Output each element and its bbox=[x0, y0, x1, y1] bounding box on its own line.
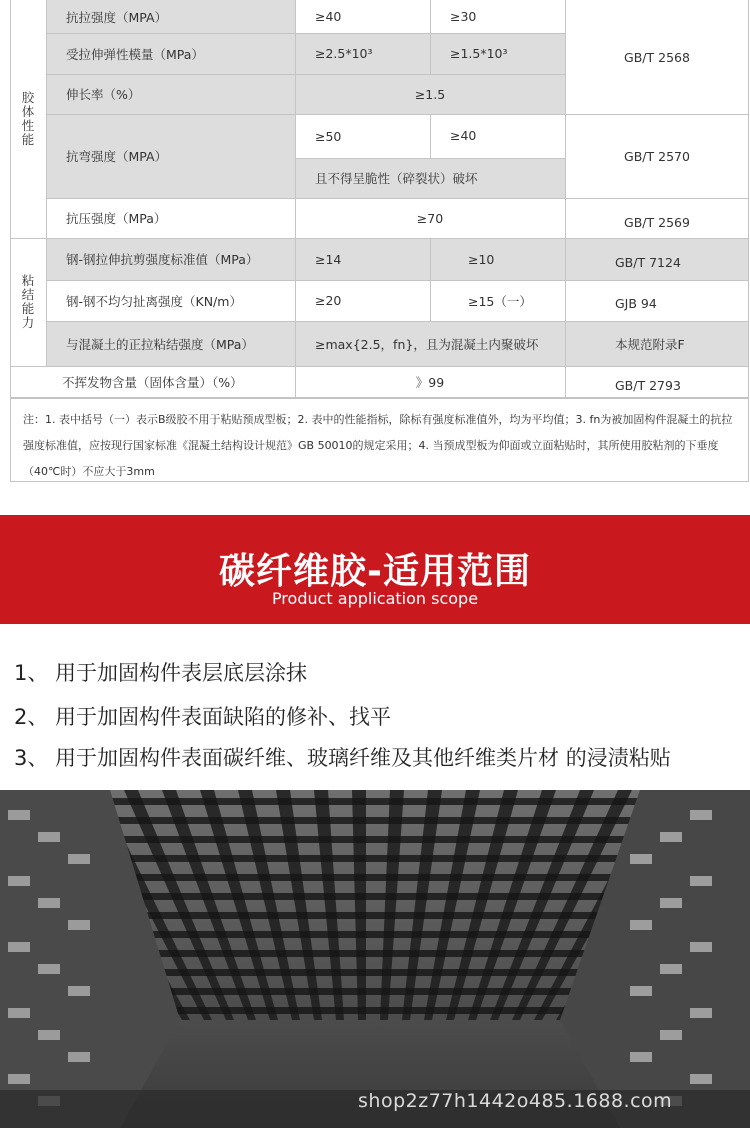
table-note: 注：1. 表中括号（一）表示B级胶不用于粘贴预成型板；2. 表中的性能指标，除标有强度标准值外，均为平均值；3. fn为被加固构件混凝土的抗拉强度标准值，应按现行国家标准《混凝土结构设计规范》GB 50010的规定采用；4. 当预成型板为仰面或立面粘贴时，其所使用胶粘剂的下垂度（40℃时）不应大于3mm bbox=[10, 398, 749, 482]
construction-photo bbox=[0, 790, 750, 1128]
row-nonvolatile-value: 》99 bbox=[295, 366, 565, 398]
spec-table bbox=[10, 0, 749, 393]
row-tensile-strength-label: 抗拉强度（MPA） bbox=[46, 0, 295, 33]
row-elongation-value: ≥1.5 bbox=[295, 74, 565, 114]
row-nonvolatile-label: 不挥发物含量（固体含量）（%） bbox=[10, 366, 295, 398]
group-bond-label bbox=[10, 238, 46, 366]
row-shear-label: 钢-钢拉伸抗剪强度标准值（MPa） bbox=[46, 238, 295, 280]
section-banner bbox=[0, 515, 750, 624]
row-peel-b: ≥15（一） bbox=[430, 280, 565, 321]
row-tensile-modulus-b: ≥1.5*10³ bbox=[430, 33, 565, 74]
carbon-fiber-ceiling-illustration bbox=[0, 790, 750, 1128]
row-flexural-a: ≥50 bbox=[295, 114, 430, 158]
std-gbt2568: GB/T 2568 bbox=[565, 0, 749, 114]
row-concrete-value: ≥max{2.5，fn}，且为混凝土内聚破坏 bbox=[295, 321, 565, 366]
row-concrete-label: 与混凝土的正拉粘结强度（MPa） bbox=[46, 321, 295, 366]
std-gbt2793: GB/T 2793 bbox=[565, 366, 749, 398]
row-shear-b: ≥10 bbox=[430, 238, 565, 280]
row-tensile-modulus-label: 受拉伸弹性模量（MPa） bbox=[46, 33, 295, 74]
row-tensile-modulus-a: ≥2.5*10³ bbox=[295, 33, 430, 74]
row-shear-a: ≥14 bbox=[295, 238, 430, 280]
watermark: shop2z77h1442o485.1688.com bbox=[358, 1090, 673, 1112]
row-compressive-value: ≥70 bbox=[295, 198, 565, 238]
std-gbt7124: GB/T 7124 bbox=[565, 238, 749, 280]
std-gbt2570: GB/T 2570 bbox=[565, 114, 749, 198]
std-gjb94: GJB 94 bbox=[565, 280, 749, 321]
row-flexural-b: ≥40 bbox=[430, 114, 565, 158]
banner-title: 碳纤维胶-适用范围 bbox=[219, 551, 531, 592]
row-peel-label: 钢-钢不均匀扯离强度（KN/m） bbox=[46, 280, 295, 321]
row-tensile-strength-a: ≥40 bbox=[295, 0, 430, 33]
row-flexural-label: 抗弯强度（MPA） bbox=[46, 114, 295, 198]
group-glue-label bbox=[10, 0, 46, 238]
group-bond-text: 粘 结 能 力 bbox=[21, 273, 35, 330]
row-elongation-label: 伸长率（%） bbox=[46, 74, 295, 114]
row-tensile-strength-b: ≥30 bbox=[430, 0, 565, 33]
usage-item-2: 2、 用于加固构件表面缺陷的修补、找平 bbox=[14, 705, 392, 729]
std-appendix-f: 本规范附录F bbox=[565, 321, 749, 366]
std-gbt2569: GB/T 2569 bbox=[565, 198, 749, 238]
row-flexural-note: 且不得呈脆性（碎裂状）破坏 bbox=[295, 158, 565, 198]
row-compressive-label: 抗压强度（MPa） bbox=[46, 198, 295, 238]
usage-item-1: 1、 用于加固构件表层底层涂抹 bbox=[14, 661, 308, 685]
group-glue-text: 胶 体 性 能 bbox=[21, 90, 35, 147]
row-peel-a: ≥20 bbox=[295, 280, 430, 321]
banner-subtitle: Product application scope bbox=[271, 589, 479, 608]
usage-item-3: 3、 用于加固构件表面碳纤维、玻璃纤维及其他纤维类片材 的浸渍粘贴 bbox=[14, 746, 671, 770]
